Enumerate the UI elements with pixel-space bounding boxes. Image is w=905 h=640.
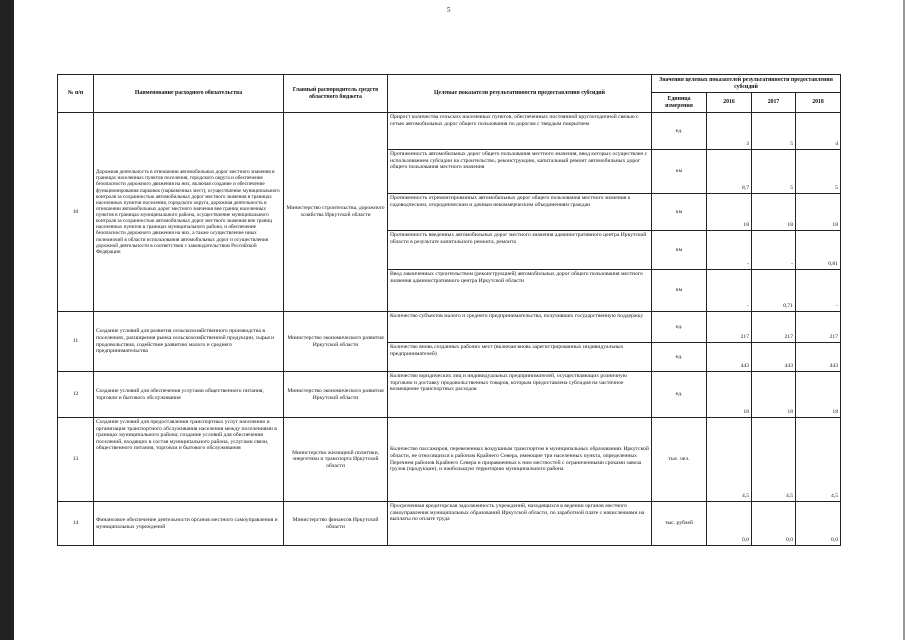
value-2018: 443 <box>796 343 841 372</box>
scan-left-edge <box>0 0 14 640</box>
table-row <box>58 502 841 546</box>
unit: км <box>652 150 707 194</box>
value-2017: 4,5 <box>752 418 796 502</box>
obligation-name: Дорожная деятельность в отношении автомобильных дорог местного значения в границах населенных пунктов поселения, городского округа и обеспечение безопасности дорожного движения на них, включая создание и обеспечение функционирования парковок (парковочных мест), осуществление муниципального контроля за сохранностью автомобильных дорог местного значения в границах населенных пунктов поселения, городского округа, дорожная деятельность в отношении автомобильных дорог местного значения вне границ населенных пунктов в границах муниципального района, осуществление муниципального контроля за сохранностью автомобильных дорог местного значения вне границ населенных пунктов в границах муниципального района, и обеспечение безопасности дорожного движения на них, а также осуществление иных полномочий в области использования автомобильных дорог и осуществления дорожной деятельности в соответствии с законодательством Российской Федерации <box>94 113 284 312</box>
row-num: 10 <box>58 113 94 312</box>
indicator-text: Количество субъектов малого и среднего предпринимательства, получивших государственную поддержку <box>388 312 652 343</box>
indicator-text: Количество юридических лиц и индивидуальных предпринимателей, осуществляющих розничную торговлю и доставку продовольственных товаров, которым предоставлена субсидия на частичное возмещение транспортных расходов <box>388 372 652 418</box>
value-2017: 217 <box>752 312 796 343</box>
value-2017: - <box>752 231 796 270</box>
obligation-name: Создание условий для предоставления транспортных услуг населению и организация транспортного обслуживания населения между поселениями в границах муниципального района; создание условий для обеспечения поселений, входящих в состав муниципального района, услугами связи, общественного питания, торговли и бытового обслуживания <box>94 418 284 502</box>
value-2016: 443 <box>707 343 752 372</box>
unit: тыс. чел. <box>652 418 707 502</box>
value-2018: 18 <box>796 194 841 231</box>
chief-administrator: Министерство экономического развития Иркутской области <box>284 312 388 372</box>
indicator-text: Прирост количества сельских населенных пунктов, обеспеченных постоянной круглогодичной связью с сетью автомобильных дорог общего пользования по дорогам с твердым покрытием <box>388 113 652 150</box>
value-2016: 8,7 <box>707 150 752 194</box>
unit: км <box>652 270 707 312</box>
value-2016: - <box>707 231 752 270</box>
value-2016: - <box>707 270 752 312</box>
obligation-name: Создание условий для развития сельскохозяйственного производства в поселениях, расширения рынка сельскохозяйственной продукции, сырья и продовольствия, содействие развитию малого и среднего предпринимательства <box>94 312 284 372</box>
indicator-text: Протяженность отремонтированных автомобильных дорог общего пользования местного значения к садоводческим, огородническим и дачным некоммерческим объединениям граждан <box>388 194 652 231</box>
header-admin: Главный распорядитель средств областного бюджета <box>284 75 388 113</box>
value-2018: 5 <box>796 150 841 194</box>
chief-administrator: Министерство строительства, дорожного хозяйства Иркутской области <box>284 113 388 312</box>
table-row <box>58 113 841 150</box>
indicator-text: Протяженность автомобильных дорог общего пользования местного значения, ввод которых осуществлен с использованием субсидии на строительство, реконструкцию, капитальный ремонт автомобильных дорог общего пользования местного значения <box>388 150 652 194</box>
value-2016: 18 <box>707 194 752 231</box>
value-2017: 443 <box>752 343 796 372</box>
indicator-text: Просроченная кредиторская задолженность учреждений, находящихся в ведении органов местного самоуправления муниципальных образований Иркутской области, по заработной плате с начислениями на выплаты по оплате труда <box>388 502 652 546</box>
header-year-2017: 2017 <box>752 93 796 113</box>
indicator-text: Количество пассажиров, перевезенных воздушным транспортом в муниципальных образованиях Иркутской области, не относящихся к районам Крайнего Севера, имеющие три населенных пункта, определенных Перечнем районов Крайнего Севера и приравненных к ним местностей с ограниченными сроками завоза грузов (продукции), и наибольшую территорию муниципального района <box>388 418 652 502</box>
value-2017: 18 <box>752 372 796 418</box>
unit: ед. <box>652 312 707 343</box>
header-name: Наименование расходного обязательства <box>94 75 284 113</box>
table-row <box>58 312 841 343</box>
chief-administrator: Министерство экономического развития Иркутской области <box>284 372 388 418</box>
unit: тыс. рублей <box>652 502 707 546</box>
unit: ед. <box>652 343 707 372</box>
value-2017: 0,71 <box>752 270 796 312</box>
value-2017: 5 <box>752 113 796 150</box>
header-indicators: Целевые показатели результативности предоставления субсидий <box>388 75 652 113</box>
value-2018: 4 <box>796 113 841 150</box>
chief-administrator: Министерство жилищной политики, энергетики и транспорта Иркутской области <box>284 418 388 502</box>
unit: км <box>652 194 707 231</box>
value-2018: 4,5 <box>796 418 841 502</box>
value-2017: 0,0 <box>752 502 796 546</box>
value-2018: 18 <box>796 372 841 418</box>
value-2017: 5 <box>752 150 796 194</box>
chief-administrator: Министерство финансов Иркутской области <box>284 502 388 546</box>
unit: ед. <box>652 372 707 418</box>
indicator-text: Количество вновь созданных рабочих мест (включая вновь зарегистрированных индивидуальных предпринимателей) <box>388 343 652 372</box>
value-2018: - <box>796 270 841 312</box>
header-values: Значения целевых показателей результативности предоставления субсидий <box>652 75 841 93</box>
row-num: 12 <box>58 372 94 418</box>
obligation-name: Создание условий для обеспечения услугами общественного питания, торговли и бытового обслуживания <box>94 372 284 418</box>
value-2017: 18 <box>752 194 796 231</box>
value-2018: 217 <box>796 312 841 343</box>
table-row <box>58 418 841 502</box>
indicator-text: Протяженность введенных автомобильных дорог местного значения административного центра Иркутской области в результате капитального ремонта, ремонта <box>388 231 652 270</box>
value-2016: 18 <box>707 372 752 418</box>
obligation-name: Финансовое обеспечение деятельности органов местного самоуправления и муниципальных учреждений <box>94 502 284 546</box>
row-num: 13 <box>58 418 94 502</box>
header-year-2018: 2018 <box>796 93 841 113</box>
row-num: 14 <box>58 502 94 546</box>
subsidy-indicators-table <box>57 74 841 546</box>
table-row <box>58 372 841 418</box>
unit: км <box>652 231 707 270</box>
value-2016: 217 <box>707 312 752 343</box>
indicator-text: Ввод законченных строительством (реконструкцией) автомобильных дорог общего пользования местного значения административного центра Иркутской области <box>388 270 652 312</box>
value-2018: 0,0 <box>796 502 841 546</box>
value-2016: 0,0 <box>707 502 752 546</box>
header-num: № п/п <box>58 75 94 113</box>
page-number: 5 <box>447 6 451 14</box>
value-2018: 0,81 <box>796 231 841 270</box>
value-2016: 4,5 <box>707 418 752 502</box>
unit: ед. <box>652 113 707 150</box>
value-2016: 3 <box>707 113 752 150</box>
header-year-2016: 2016 <box>707 93 752 113</box>
row-num: 11 <box>58 312 94 372</box>
header-unit: Единица измерения <box>652 93 707 113</box>
